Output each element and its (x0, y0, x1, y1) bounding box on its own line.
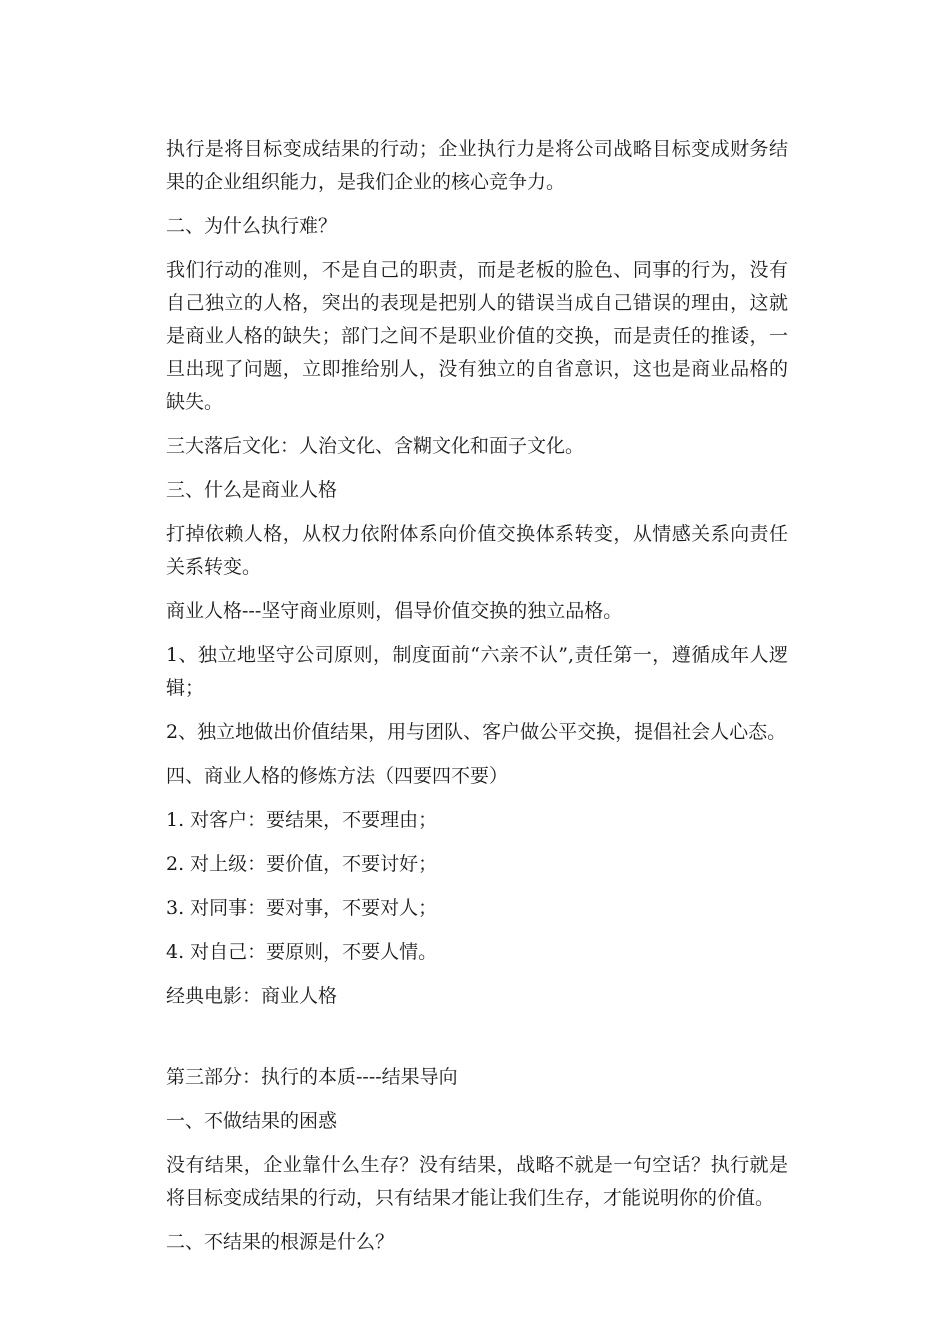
heading-root-cause: 二、不结果的根源是什么？ (166, 1231, 395, 1253)
paragraph-classic-movie: 经典电影：商业人格 (166, 985, 338, 1007)
paragraph-three-backward-cultures: 三大落后文化：人治文化、含糊文化和面子文化。 (166, 435, 585, 457)
heading-cultivation-methods: 四、商业人格的修炼方法（四要四不要） (166, 765, 509, 787)
list-item-method-3: 3. 对同事：要对事，不要对人； (166, 897, 438, 919)
list-item-principle-2: 2、独立地做出价值结果，用与团队、客户做公平交换，提倡社会人心态。 (166, 721, 787, 743)
list-item-method-1: 1. 对客户：要结果，不要理由； (166, 809, 438, 831)
heading-confusion-no-results: 一、不做结果的困惑 (166, 1110, 338, 1132)
heading-part-three: 第三部分：执行的本质----结果导向 (166, 1066, 458, 1088)
paragraph-break-dependency: 打掉依赖人格，从权力依附体系向价值交换体系转变，从情感关系向责任关系转变。 (166, 523, 788, 578)
heading-what-is-business-personality: 三、什么是商业人格 (166, 479, 338, 501)
paragraph-action-principles: 我们行动的准则，不是自己的职责，而是老板的脸色、同事的行为，没有自己独立的人格，突出的表现是把别人的错误当成自己错误的理由，这就是商业人格的缺失；部门之间不是职业价值的交换，而是责任的推诿，一旦出现了问题，立即推给别人，没有独立的自省意识，这也是商业品格的缺失。 (166, 259, 788, 413)
paragraph-execution-definition: 执行是将目标变成结果的行动；企业执行力是将公司战略目标变成财务结果的企业组织能力，是我们企业的核心竞争力。 (166, 138, 788, 193)
list-item-method-4: 4. 对自己：要原则，不要人情。 (166, 941, 438, 963)
section-spacer (166, 1024, 788, 1061)
paragraph-business-personality-definition: 商业人格---坚守商业原则，倡导价值交换的独立品格。 (166, 600, 623, 622)
list-item-principle-1: 1、独立地坚守公司原则，制度面前“六亲不认”,责任第一，遵循成年人逻辑； (166, 644, 788, 699)
heading-why-execution-hard: 二、为什么执行难？ (166, 215, 338, 237)
list-item-method-2: 2. 对上级：要价值，不要讨好； (166, 853, 438, 875)
document-body (166, 133, 788, 1270)
paragraph-no-results: 没有结果，企业靠什么生存？没有结果，战略不就是一句空话？执行就是将目标变成结果的行动，只有结果才能让我们生存，才能说明你的价值。 (166, 1154, 788, 1209)
